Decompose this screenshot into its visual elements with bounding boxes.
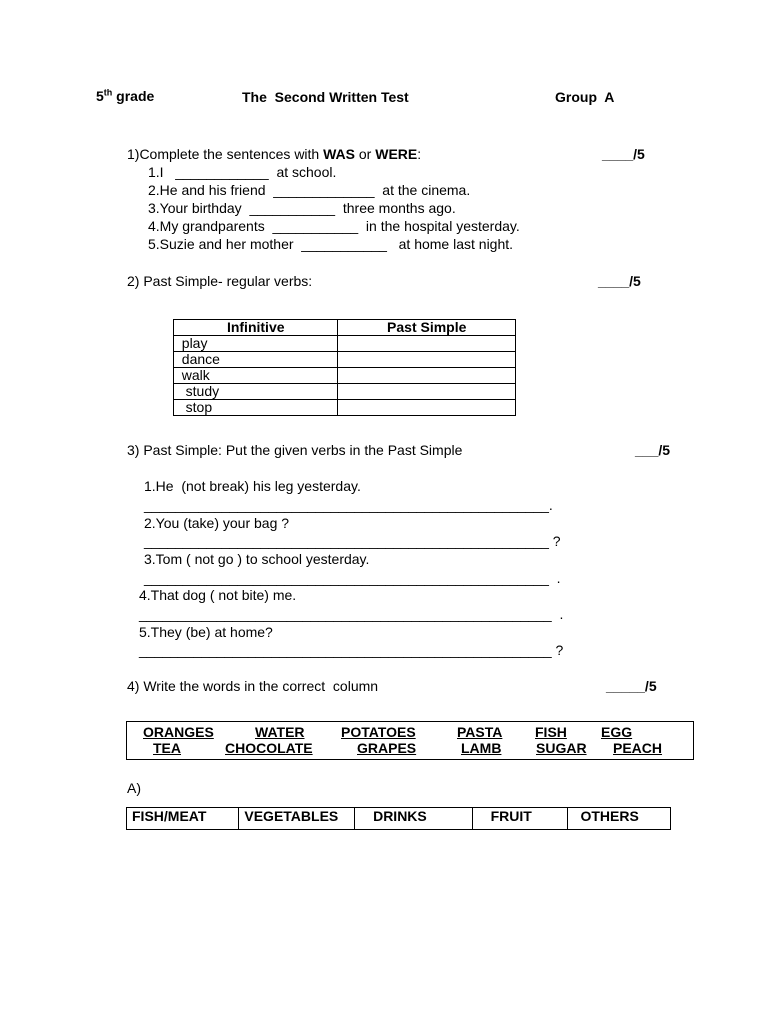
- grade-label: [96, 88, 154, 105]
- ex3-prompt: 1.He (not break) his leg yesterday.: [144, 478, 361, 494]
- word-bank-item: CHOCOLATE: [225, 740, 313, 756]
- ex3-prompt: 2.You (take) your bag ?: [144, 515, 290, 531]
- grade-word: grade: [112, 88, 155, 104]
- ex3-answer-line[interactable]: _____________________________________________________ ?: [139, 642, 564, 658]
- grade-number: 5: [96, 88, 104, 104]
- section-a-label: A): [127, 780, 141, 796]
- table-row: [174, 400, 516, 416]
- verb-cell: walk: [174, 368, 338, 384]
- verb-cell: study: [174, 384, 338, 400]
- ex1-middle: or: [355, 146, 376, 162]
- category-fruit: FRUIT: [472, 808, 568, 830]
- word-bank: [126, 721, 694, 760]
- word-bank-item: POTATOES: [341, 724, 416, 740]
- answer-cell[interactable]: [338, 400, 516, 416]
- table-row: [174, 352, 516, 368]
- answer-cell[interactable]: [338, 384, 516, 400]
- ex3-answer-line[interactable]: _____________________________________________________ .: [139, 606, 564, 622]
- table-header-row: [174, 320, 516, 336]
- ex4-score: _____/5: [606, 678, 657, 694]
- word-bank-item: FISH: [535, 724, 567, 740]
- ex1-suffix: :: [417, 146, 422, 162]
- verb-cell: dance: [174, 352, 338, 368]
- category-table: [126, 807, 671, 830]
- answer-cell[interactable]: [338, 352, 516, 368]
- ex3-instruction: 3) Past Simple: Put the given verbs in the Past Simple: [127, 442, 463, 458]
- ex2-score: ____/5: [598, 273, 641, 289]
- answer-cell[interactable]: [338, 336, 516, 352]
- verb-cell: stop: [174, 400, 338, 416]
- infinitive-header: Infinitive: [174, 320, 338, 336]
- ex1-sentence: 1.I ____________ at school.: [148, 164, 337, 180]
- category-header-row: [127, 808, 671, 830]
- category-drinks: DRINKS: [355, 808, 473, 830]
- word-bank-item: SUGAR: [536, 740, 587, 756]
- ex1-sentence: 3.Your birthday ___________ three months ago.: [148, 200, 456, 216]
- word-bank-item: PEACH: [613, 740, 663, 756]
- category-others: OTHERS: [568, 808, 671, 830]
- word-bank-item: WATER: [255, 724, 305, 740]
- word-bank-item: LAMB: [461, 740, 502, 756]
- category-fish-meat: FISH/MEAT: [127, 808, 239, 830]
- ex1-word-were: WERE: [375, 146, 418, 162]
- ex3-prompt: 3.Tom ( not go ) to school yesterday.: [144, 551, 370, 567]
- verb-cell: play: [174, 336, 338, 352]
- table-row: [174, 384, 516, 400]
- ex1-word-was: WAS: [323, 146, 355, 162]
- group-label: Group A: [555, 89, 615, 105]
- past-simple-header: Past Simple: [338, 320, 516, 336]
- ex3-prompt: 5.They (be) at home?: [139, 624, 273, 640]
- table-row: [174, 368, 516, 384]
- ex1-instruction: [127, 146, 421, 163]
- word-bank-item: GRAPES: [357, 740, 417, 756]
- word-bank-item: TEA: [153, 740, 181, 756]
- test-title: The Second Written Test: [242, 89, 409, 105]
- word-bank-item: PASTA: [457, 724, 503, 740]
- ex2-instruction: 2) Past Simple- regular verbs:: [127, 273, 313, 289]
- ex3-answer-line[interactable]: ____________________________________________________ ?: [144, 533, 561, 549]
- ex1-sentence: 5.Suzie and her mother ___________ at home last night.: [148, 236, 514, 252]
- ex3-answer-line[interactable]: ____________________________________________________.: [144, 497, 553, 513]
- ex3-prompt: 4.That dog ( not bite) me.: [139, 587, 297, 603]
- ex1-sentence: 4.My grandparents ___________ in the hospital yesterday.: [148, 218, 520, 234]
- ex1-score: ____/5: [602, 146, 645, 162]
- word-bank-item: EGG: [601, 724, 633, 740]
- word-bank-item: ORANGES: [143, 724, 214, 740]
- ex1-prefix: 1)Complete the sentences with: [127, 146, 324, 162]
- verbs-table: [173, 319, 516, 416]
- answer-cell[interactable]: [338, 368, 516, 384]
- grade-superscript: th: [103, 87, 113, 98]
- ex3-score: ___/5: [635, 442, 671, 458]
- ex4-instruction: 4) Write the words in the correct column: [127, 678, 379, 694]
- category-vegetables: VEGETABLES: [239, 808, 355, 830]
- ex1-sentence: 2.He and his friend _____________ at the cinema.: [148, 182, 471, 198]
- table-row: [174, 336, 516, 352]
- ex3-answer-line[interactable]: ____________________________________________________ .: [144, 570, 561, 586]
